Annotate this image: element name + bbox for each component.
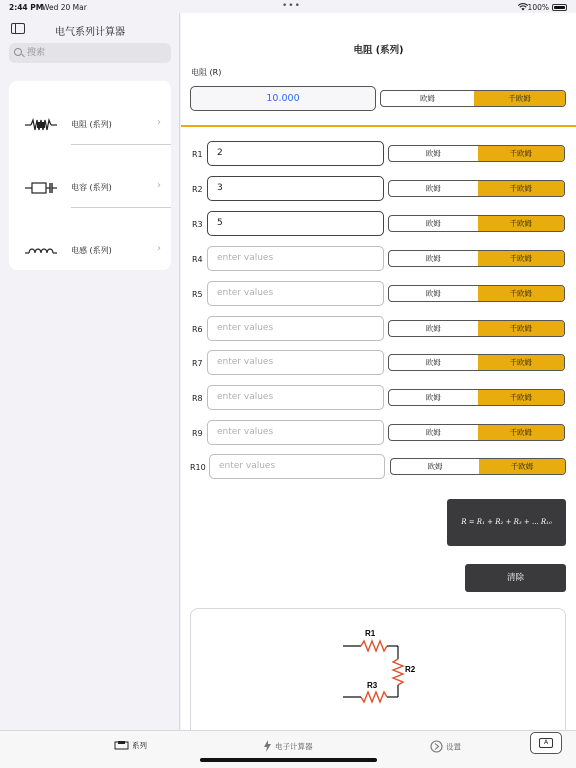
row-label: R10	[190, 463, 206, 472]
r4-input[interactable]: enter values	[207, 246, 384, 271]
r5-input[interactable]: enter values	[207, 281, 384, 306]
diagram-label-r3: R3	[367, 681, 378, 690]
row-label: R3	[192, 220, 203, 229]
unit-option-kilohm[interactable]: 千欧姆	[478, 390, 565, 405]
r1-input[interactable]: 2	[207, 141, 384, 166]
r7-unit-selector[interactable]	[388, 354, 565, 371]
result-value: 10.000	[190, 86, 376, 111]
unit-option-ohm[interactable]: 欧姆	[382, 92, 473, 105]
tab-electronics-calculator[interactable]	[263, 740, 313, 754]
unit-option-ohm[interactable]: 欧姆	[390, 356, 477, 369]
unit-option-ohm[interactable]: 欧姆	[390, 252, 477, 265]
unit-option-kilohm[interactable]: 千欧姆	[478, 146, 565, 161]
resistor-icon	[24, 116, 58, 134]
formula-card: R = R₁ + R₂ + R₃ + ... R₁₀	[447, 499, 566, 546]
unit-option-kilohm[interactable]: 千欧姆	[478, 355, 565, 370]
diagram-label-r2: R2	[405, 665, 416, 674]
keyboard-toggle-button[interactable]	[530, 732, 562, 754]
r8-input[interactable]: enter values	[207, 385, 384, 410]
row-label: R2	[192, 185, 203, 194]
unit-option-ohm[interactable]: 欧姆	[390, 391, 477, 404]
row-label: R7	[192, 359, 203, 368]
unit-option-kilohm[interactable]: 千欧姆	[478, 321, 565, 336]
row-label: R9	[192, 429, 203, 438]
unit-option-kilohm[interactable]: 千欧姆	[478, 216, 565, 231]
unit-option-ohm[interactable]: 欧姆	[390, 147, 477, 160]
sidebar-item-resistance[interactable]	[9, 94, 171, 157]
unit-option-kilohm[interactable]: 千欧姆	[478, 425, 565, 440]
home-indicator[interactable]	[200, 758, 377, 762]
row-label: R4	[192, 255, 203, 264]
circuit-diagram	[190, 608, 566, 738]
r3-input[interactable]: 5	[207, 211, 384, 236]
series-circuit-diagram	[191, 609, 567, 739]
status-date: Wed 20 Mar	[42, 3, 87, 12]
divider	[71, 207, 171, 208]
tab-bar	[0, 730, 576, 768]
settings-icon	[430, 740, 443, 755]
r8-unit-selector[interactable]	[388, 389, 565, 406]
accent-divider	[181, 125, 576, 127]
main-panel	[181, 13, 576, 730]
sidebar-item-label: 电阻 (系列)	[71, 120, 112, 129]
unit-option-kilohm[interactable]: 千欧姆	[479, 459, 565, 474]
battery-percent: 100%	[527, 3, 549, 12]
tab-series[interactable]	[114, 740, 147, 752]
series-circuit-icon	[114, 741, 129, 752]
r10-unit-selector[interactable]	[390, 458, 566, 475]
inductor-icon	[24, 242, 58, 260]
r1-unit-selector[interactable]	[388, 145, 565, 162]
search-bar[interactable]	[9, 43, 171, 63]
r9-input[interactable]: enter values	[207, 420, 384, 445]
search-input[interactable]	[27, 43, 167, 63]
multitasking-dots-icon[interactable]: •••	[282, 1, 301, 11]
diagram-label-r1: R1	[365, 629, 376, 638]
unit-option-ohm[interactable]: 欧姆	[390, 217, 477, 230]
page-title: 电阻 (系列)	[353, 45, 404, 56]
sidebar	[0, 13, 180, 730]
capacitor-icon	[24, 179, 58, 197]
r2-unit-selector[interactable]	[388, 180, 565, 197]
r5-unit-selector[interactable]	[388, 285, 565, 302]
unit-option-kilohm[interactable]: 千欧姆	[478, 286, 565, 301]
status-bar	[0, 0, 576, 13]
tab-label: 电子计算器	[275, 742, 313, 751]
unit-option-kilohm[interactable]: 千欧姆	[478, 251, 565, 266]
unit-option-ohm[interactable]: 欧姆	[390, 322, 477, 335]
wifi-icon	[518, 3, 528, 13]
r3-unit-selector[interactable]	[388, 215, 565, 232]
row-label: R1	[192, 150, 203, 159]
result-label: 电阻 (R)	[191, 68, 222, 77]
sidebar-item-inductance[interactable]	[9, 220, 171, 283]
divider	[71, 144, 171, 145]
tab-label: 设置	[446, 742, 461, 752]
r10-input[interactable]: enter values	[209, 454, 385, 479]
tab-settings[interactable]	[430, 740, 461, 755]
row-label: R8	[192, 394, 203, 403]
unit-option-ohm[interactable]: 欧姆	[390, 426, 477, 439]
unit-option-ohm[interactable]: 欧姆	[392, 460, 478, 473]
chevron-right-icon: ›	[157, 243, 161, 254]
row-label: R6	[192, 325, 203, 334]
result-unit-selector[interactable]	[380, 90, 566, 107]
lightning-icon	[263, 740, 272, 754]
r2-input[interactable]: 3	[207, 176, 384, 201]
r6-input[interactable]: enter values	[207, 316, 384, 341]
r4-unit-selector[interactable]	[388, 250, 565, 267]
battery-icon	[552, 4, 567, 11]
sidebar-item-label: 电容 (系列)	[71, 183, 112, 192]
r9-unit-selector[interactable]	[388, 424, 565, 441]
unit-option-kilohm[interactable]: 千欧姆	[474, 91, 565, 106]
unit-option-ohm[interactable]: 欧姆	[390, 182, 477, 195]
status-time: 2:44 PM	[9, 3, 44, 12]
keyboard-icon: A	[539, 738, 553, 748]
search-icon	[14, 48, 22, 56]
row-label: R5	[192, 290, 203, 299]
sidebar-item-capacitance[interactable]	[9, 157, 171, 220]
chevron-right-icon: ›	[157, 180, 161, 191]
tab-label: 系列	[132, 741, 147, 750]
r6-unit-selector[interactable]	[388, 320, 565, 337]
r7-input[interactable]: enter values	[207, 350, 384, 375]
calculator-list	[9, 81, 171, 270]
sidebar-title: 电气系列计算器	[55, 27, 125, 38]
unit-option-kilohm[interactable]: 千欧姆	[478, 181, 565, 196]
clear-button[interactable]: 清除	[465, 564, 566, 592]
unit-option-ohm[interactable]: 欧姆	[390, 287, 477, 300]
chevron-right-icon: ›	[157, 117, 161, 128]
sidebar-item-label: 电感 (系列)	[71, 246, 112, 255]
